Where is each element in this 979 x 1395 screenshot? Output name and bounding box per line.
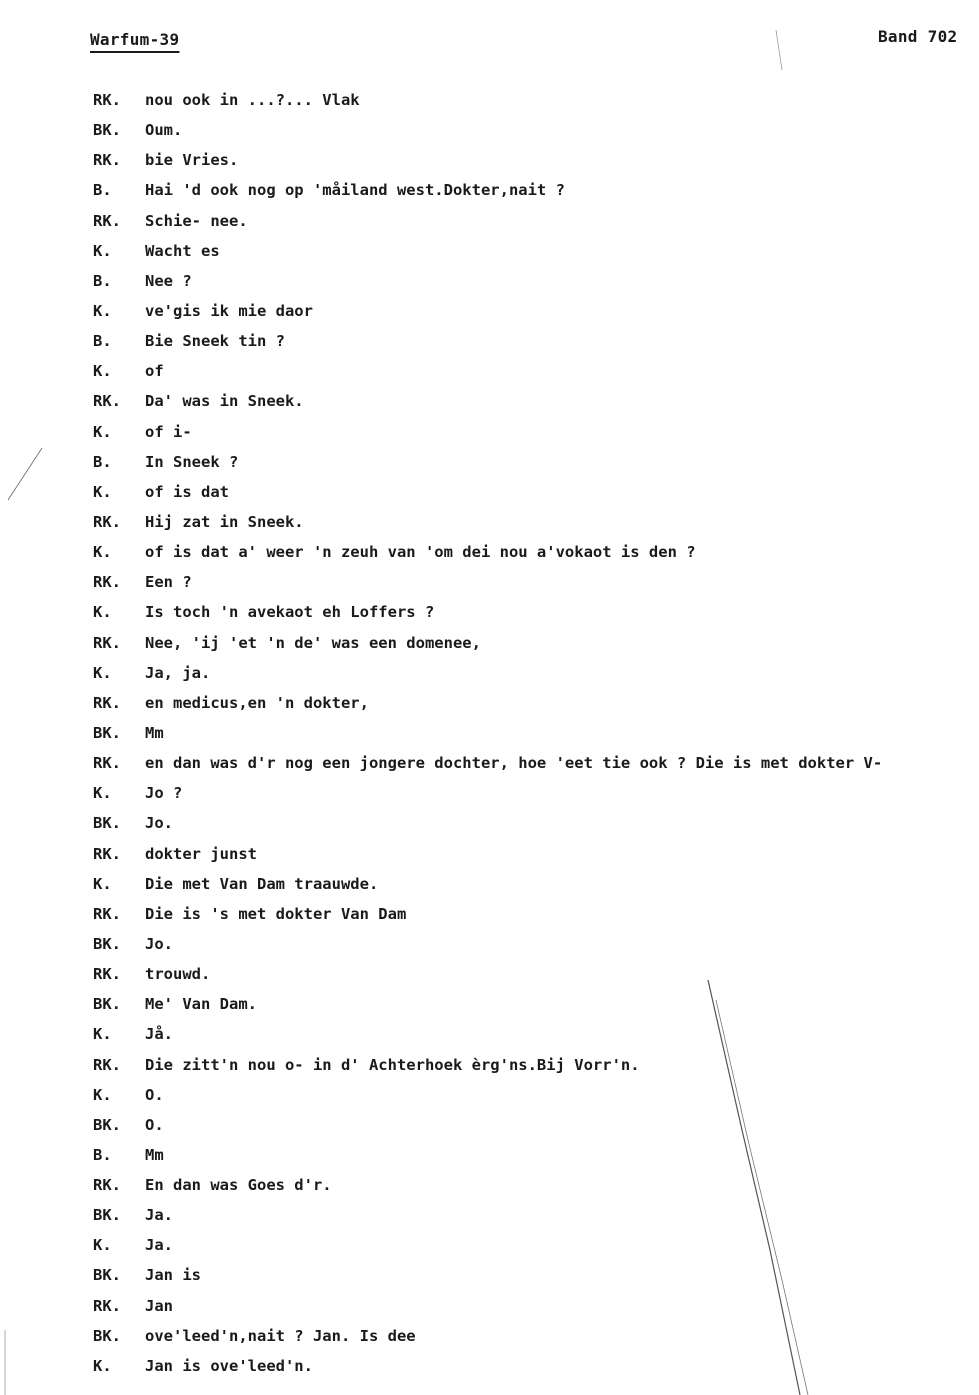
speaker-label: RK. bbox=[93, 91, 121, 109]
speaker-label: BK. bbox=[93, 995, 121, 1014]
speaker-label: K. bbox=[93, 874, 112, 893]
transcript-line bbox=[0, 1294, 979, 1324]
transcript bbox=[0, 88, 979, 1384]
speaker-label: BK. bbox=[93, 723, 121, 742]
utterance-text: Wacht es bbox=[145, 241, 220, 260]
speaker-label: BK. bbox=[93, 121, 121, 140]
transcript-line bbox=[0, 239, 979, 269]
transcript-line bbox=[0, 118, 979, 148]
transcript-line bbox=[0, 1143, 979, 1173]
utterance-text: Schie- nee. bbox=[145, 211, 248, 230]
transcript-line bbox=[0, 88, 979, 118]
utterance-text: of i- bbox=[145, 422, 192, 441]
utterance-text: O. bbox=[145, 1115, 164, 1134]
speaker-label: BK. bbox=[93, 1266, 121, 1285]
utterance-text: Ja, ja. bbox=[145, 663, 211, 682]
speaker-label: K. bbox=[93, 1236, 112, 1255]
transcript-line bbox=[0, 299, 979, 329]
utterance-text: Bie Sneek tin ? bbox=[145, 332, 285, 351]
speaker-label: K. bbox=[93, 362, 112, 381]
transcript-line bbox=[0, 389, 979, 419]
speaker-label: RK. bbox=[93, 965, 121, 984]
utterance-text: dokter junst bbox=[145, 844, 257, 863]
utterance-text: Nee ? bbox=[145, 271, 192, 290]
tape-number: Band 702 bbox=[878, 27, 958, 46]
utterance-text: Is toch 'n avekaot eh Loffers ? bbox=[145, 603, 435, 622]
utterance-text: Mm bbox=[145, 1145, 164, 1164]
utterance-text: nou ook in ...?... Vlak bbox=[145, 91, 360, 109]
speaker-label: K. bbox=[93, 241, 112, 260]
utterance-text: bie Vries. bbox=[145, 151, 239, 170]
transcript-line bbox=[0, 962, 979, 992]
speaker-label: RK. bbox=[93, 1055, 121, 1074]
transcript-line bbox=[0, 902, 979, 932]
transcript-line bbox=[0, 781, 979, 811]
speaker-label: RK. bbox=[93, 904, 121, 923]
transcript-line bbox=[0, 570, 979, 600]
speaker-label: RK. bbox=[93, 1296, 121, 1315]
utterance-text: en medicus,en 'n dokter, bbox=[145, 693, 369, 712]
utterance-text: Jå. bbox=[145, 1025, 173, 1044]
utterance-text: Ja. bbox=[145, 1206, 173, 1225]
speaker-label: BK. bbox=[93, 1326, 121, 1345]
speaker-label: K. bbox=[93, 1025, 112, 1044]
utterance-text: Me' Van Dam. bbox=[145, 995, 257, 1014]
speaker-label: RK. bbox=[93, 633, 121, 652]
speaker-label: RK. bbox=[93, 693, 121, 712]
speaker-label: BK. bbox=[93, 934, 121, 953]
utterance-text: Een ? bbox=[145, 573, 192, 592]
utterance-text: ove'leed'n,nait ? Jan. Is dee bbox=[145, 1326, 416, 1345]
utterance-text: Ja. bbox=[145, 1236, 173, 1255]
utterance-text: ve'gis ik mie daor bbox=[145, 301, 313, 320]
utterance-text: trouwd. bbox=[145, 965, 211, 984]
transcript-line bbox=[0, 510, 979, 540]
utterance-text: In Sneek ? bbox=[145, 452, 239, 471]
transcript-line bbox=[0, 1354, 979, 1384]
speaker-label: RK. bbox=[93, 1176, 121, 1195]
speaker-label: RK. bbox=[93, 754, 121, 773]
speaker-label: RK. bbox=[93, 844, 121, 863]
utterance-text: Die zitt'n nou o- in d' Achterhoek èrg'ns.Bij Vorr'n. bbox=[145, 1055, 640, 1074]
speaker-label: K. bbox=[93, 784, 112, 803]
utterance-text: Nee, 'ij 'et 'n de' was een domenee, bbox=[145, 633, 481, 652]
transcript-line bbox=[0, 811, 979, 841]
speaker-label: RK. bbox=[93, 151, 121, 170]
transcript-line bbox=[0, 420, 979, 450]
utterance-text: Mm bbox=[145, 723, 164, 742]
utterance-text: en dan was d'r nog een jongere dochter, hoe 'eet tie ook ? Die is met dokter V- bbox=[145, 754, 883, 773]
utterance-text: Jo. bbox=[145, 934, 173, 953]
speaker-label: RK. bbox=[93, 211, 121, 230]
transcript-line bbox=[0, 721, 979, 751]
transcript-line bbox=[0, 540, 979, 570]
speaker-label: K. bbox=[93, 603, 112, 622]
transcript-line bbox=[0, 480, 979, 510]
transcript-line bbox=[0, 209, 979, 239]
utterance-text: Jan is bbox=[145, 1266, 201, 1285]
transcript-line bbox=[0, 842, 979, 872]
speaker-label: B. bbox=[93, 452, 112, 471]
utterance-text: Hij zat in Sneek. bbox=[145, 512, 304, 531]
transcript-line bbox=[0, 992, 979, 1022]
transcript-line bbox=[0, 1233, 979, 1263]
utterance-text: Da' was in Sneek. bbox=[145, 392, 304, 411]
transcript-line bbox=[0, 1324, 979, 1354]
transcript-line bbox=[0, 1022, 979, 1052]
transcript-line bbox=[0, 1083, 979, 1113]
utterance-text: Die is 's met dokter Van Dam bbox=[145, 904, 407, 923]
utterance-text: of bbox=[145, 362, 164, 381]
utterance-text: Jo ? bbox=[145, 784, 183, 803]
transcript-line bbox=[0, 450, 979, 480]
transcript-line bbox=[0, 600, 979, 630]
speaker-label: RK. bbox=[93, 512, 121, 531]
utterance-text: Jan bbox=[145, 1296, 173, 1315]
speaker-label: K. bbox=[93, 422, 112, 441]
transcript-line bbox=[0, 691, 979, 721]
utterance-text: En dan was Goes d'r. bbox=[145, 1176, 332, 1195]
transcript-line bbox=[0, 359, 979, 389]
transcript-line bbox=[0, 178, 979, 208]
speaker-label: K. bbox=[93, 301, 112, 320]
speaker-label: B. bbox=[93, 271, 112, 290]
transcript-line bbox=[0, 148, 979, 178]
speaker-label: B. bbox=[93, 1145, 112, 1164]
utterance-text: Jo. bbox=[145, 814, 173, 833]
speaker-label: K. bbox=[93, 1356, 112, 1375]
speaker-label: BK. bbox=[93, 814, 121, 833]
transcript-line bbox=[0, 1173, 979, 1203]
utterance-text: Hai 'd ook nog op 'måiland west.Dokter,nait ? bbox=[145, 181, 565, 200]
speaker-label: K. bbox=[93, 482, 112, 501]
speaker-label: B. bbox=[93, 181, 112, 200]
transcript-line bbox=[0, 1053, 979, 1083]
speaker-label: K. bbox=[93, 663, 112, 682]
speaker-label: K. bbox=[93, 543, 112, 562]
transcript-line bbox=[0, 329, 979, 359]
utterance-text: Jan is ove'leed'n. bbox=[145, 1356, 313, 1375]
utterance-text: Oum. bbox=[145, 121, 183, 140]
transcript-line bbox=[0, 631, 979, 661]
utterance-text: of is dat a' weer 'n zeuh van 'om dei nou a'vokaot is den ? bbox=[145, 543, 696, 562]
speaker-label: RK. bbox=[93, 392, 121, 411]
transcript-line bbox=[0, 269, 979, 299]
transcript-line bbox=[0, 661, 979, 691]
utterance-text: of is dat bbox=[145, 482, 229, 501]
speaker-label: BK. bbox=[93, 1115, 121, 1134]
transcript-line bbox=[0, 1113, 979, 1143]
transcript-line bbox=[0, 872, 979, 902]
transcript-line bbox=[0, 932, 979, 962]
document-id: Warfum-39 bbox=[90, 30, 180, 49]
speaker-label: BK. bbox=[93, 1206, 121, 1225]
utterance-text: O. bbox=[145, 1085, 164, 1104]
speaker-label: K. bbox=[93, 1085, 112, 1104]
transcript-line bbox=[0, 1203, 979, 1233]
transcript-line bbox=[0, 1263, 979, 1293]
transcript-line bbox=[0, 751, 979, 781]
speaker-label: RK. bbox=[93, 573, 121, 592]
speaker-label: B. bbox=[93, 332, 112, 351]
utterance-text: Die met Van Dam traauwde. bbox=[145, 874, 379, 893]
